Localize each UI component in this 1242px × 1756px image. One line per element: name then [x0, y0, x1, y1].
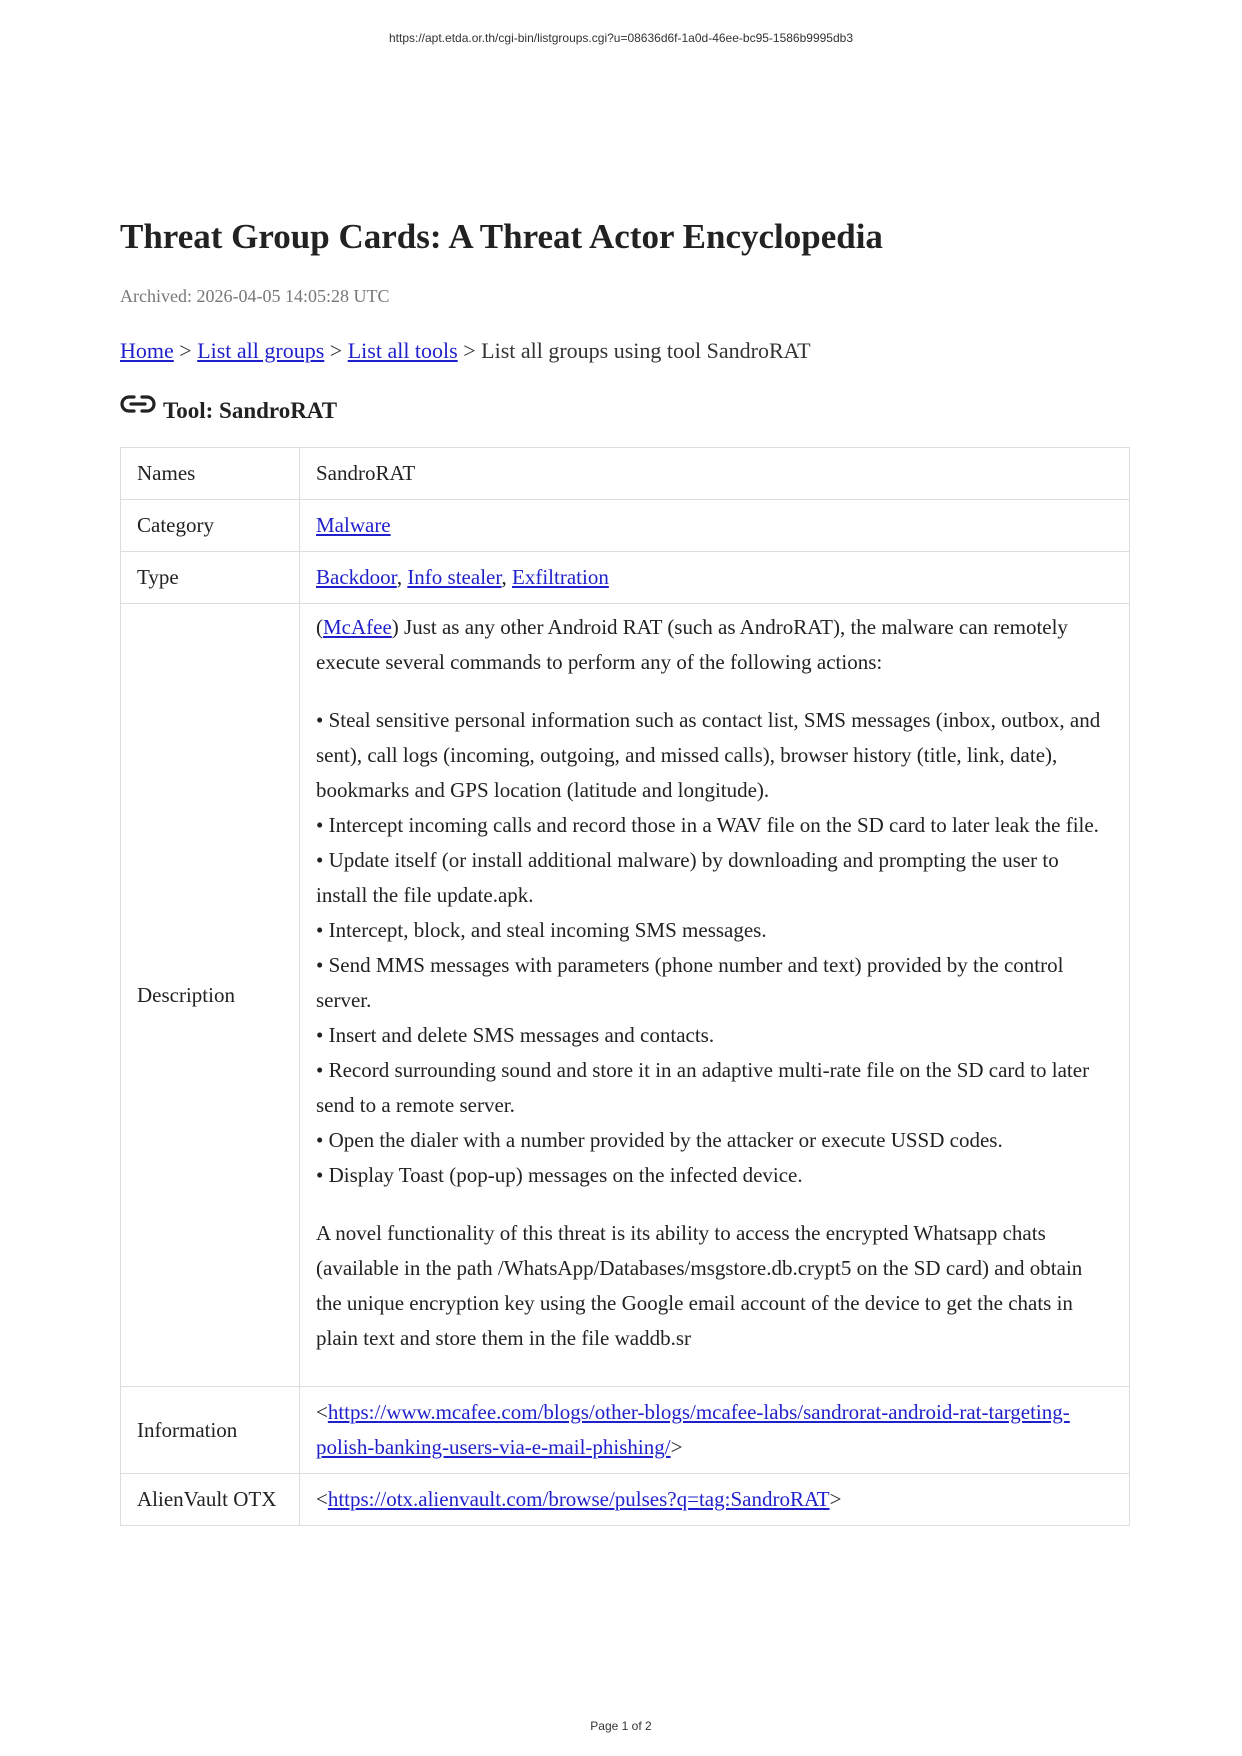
paren: ): [391, 615, 399, 639]
list-item: • Steal sensitive personal information such as contact list, SMS messages (inbox, outbox, and sent), call logs (incoming, outgoing, and missed calls), browser history (title, link, date), bookmarks and GPS location (latitude and longitude).: [316, 708, 1101, 802]
type-link-info-stealer[interactable]: Info stealer: [407, 565, 502, 589]
archived-timestamp: Archived: 2026-04-05 14:05:28 UTC: [120, 286, 390, 306]
information-link[interactable]: https://www.mcafee.com/blogs/other-blogs/mcafee-labs/sandrorat-android-rat-targeting-polish-banking-users-via-e-mail-phishing/: [316, 1400, 1070, 1459]
list-item: • Intercept incoming calls and record those in a WAV file on the SD card to later leak the file.: [316, 813, 1099, 837]
type-comma: ,: [501, 565, 507, 589]
angle-open: <: [316, 1487, 328, 1511]
list-item: • Open the dialer with a number provided by the attacker or execute USSD codes.: [316, 1128, 1003, 1152]
tool-heading: [120, 396, 1130, 426]
table-row-names: [121, 448, 1130, 500]
angle-close: >: [829, 1487, 842, 1511]
type-link-backdoor[interactable]: Backdoor: [316, 565, 397, 589]
list-item: • Intercept, block, and steal incoming SMS messages.: [316, 918, 767, 942]
print-url-header: https://apt.etda.or.th/cgi-bin/listgroups.cgi?u=08636d6f-1a0d-46ee-bc95-1586b9995db3: [388, 31, 853, 45]
tool-details-table: [120, 447, 1130, 1526]
page-number-footer: Page 1 of 2: [590, 1719, 652, 1733]
category-link-malware[interactable]: Malware: [316, 513, 391, 537]
description-label: Description: [121, 604, 300, 1387]
breadcrumb: [120, 336, 1130, 366]
information-label: Information: [121, 1387, 300, 1474]
paren: (: [316, 615, 323, 639]
table-row-otx: [121, 1474, 1130, 1526]
list-item: • Send MMS messages with parameters (phone number and text) provided by the control server.: [316, 953, 1064, 1012]
table-row-description: [121, 604, 1130, 1387]
names-value: SandroRAT: [300, 448, 1130, 500]
otx-label: AlienVault OTX: [121, 1474, 300, 1526]
page-content: [120, 212, 1130, 1526]
angle-open: <: [316, 1400, 328, 1424]
description-intro: [316, 610, 1113, 680]
page-title: Threat Group Cards: A Threat Actor Encyclopedia: [120, 217, 883, 256]
mcafee-source-link[interactable]: McAfee: [323, 615, 392, 639]
type-comma: ,: [396, 565, 403, 589]
description-value: [300, 604, 1130, 1387]
table-row-information: [121, 1387, 1130, 1474]
information-value: [300, 1387, 1130, 1474]
breadcrumb-separator: >: [179, 338, 192, 363]
breadcrumb-separator: >: [463, 338, 476, 363]
list-item: • Insert and delete SMS messages and contacts.: [316, 1023, 715, 1047]
type-value: [300, 552, 1130, 604]
category-value: [300, 500, 1130, 552]
table-row-type: [121, 552, 1130, 604]
names-label: Names: [121, 448, 300, 500]
breadcrumb-home-link[interactable]: Home: [120, 338, 174, 363]
type-link-exfiltration[interactable]: Exfiltration: [512, 565, 609, 589]
otx-value: [300, 1474, 1130, 1526]
breadcrumb-groups-link[interactable]: List all groups: [197, 338, 325, 363]
intro-text: Just as any other Android RAT (such as AndroRAT), the malware can remotely execute several commands to perform any of the following actions:: [316, 615, 1068, 674]
link-icon: [120, 390, 156, 418]
breadcrumb-separator: >: [329, 338, 343, 363]
otx-link[interactable]: https://otx.alienvault.com/browse/pulses?q=tag:SandroRAT: [327, 1487, 830, 1511]
list-item: • Display Toast (pop-up) messages on the infected device.: [316, 1163, 803, 1187]
angle-close: >: [670, 1435, 683, 1459]
breadcrumb-current: List all groups using tool SandroRAT: [481, 338, 811, 363]
list-item: • Record surrounding sound and store it in an adaptive multi-rate file on the SD card to later send to a remote server.: [316, 1058, 1090, 1117]
category-label: Category: [121, 500, 300, 552]
tool-title: Tool: SandroRAT: [163, 398, 338, 423]
breadcrumb-tools-link[interactable]: List all tools: [347, 338, 458, 363]
type-label: Type: [121, 552, 300, 604]
table-row-category: [121, 500, 1130, 552]
list-item: • Update itself (or install additional malware) by downloading and prompting the user to install the file update.apk.: [316, 848, 1059, 907]
description-closing: A novel functionality of this threat is its ability to access the encrypted Whatsapp chats (available in the path /WhatsApp/Databases/msgstore.db.crypt5 on the SD card) and obtain the unique encryption key using the Google email account of the device to get the chats in plain text and store them in the file waddb.sr: [316, 1221, 1083, 1350]
